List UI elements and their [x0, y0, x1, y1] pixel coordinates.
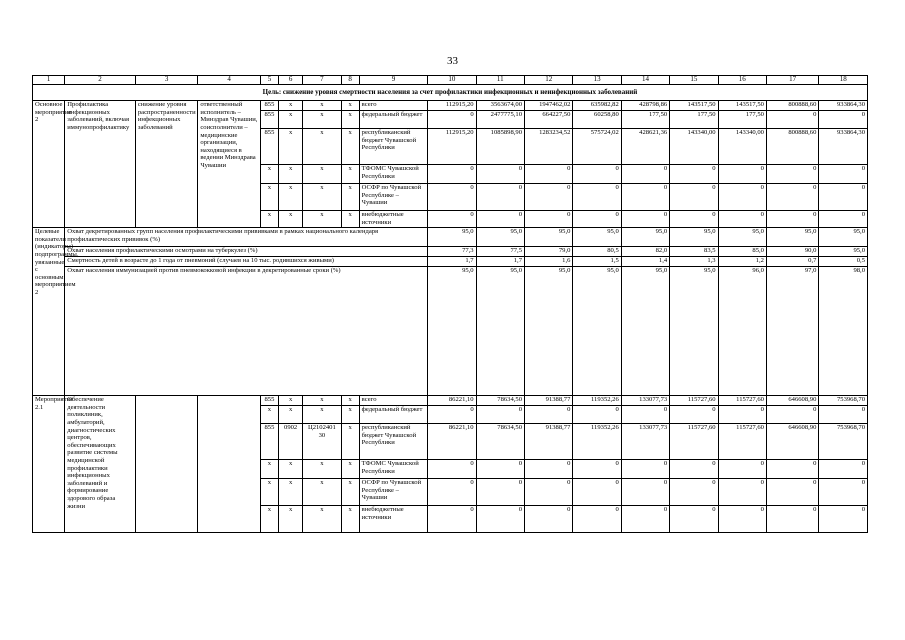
- col-num: 11: [476, 76, 524, 85]
- expense-type-code: x: [341, 129, 359, 165]
- value-cell: 664227,50: [525, 111, 573, 129]
- targets-label: Целевые показатели (индикаторы) подпрограммы, увязанные с основным мероприятием 2: [33, 228, 65, 396]
- value-cell: 0: [476, 460, 524, 479]
- value-cell: 0: [428, 111, 476, 129]
- indicator-text: Охват населения профилактическими осмотрами на туберкулез (%): [65, 247, 428, 257]
- value-cell: 0: [573, 165, 621, 184]
- value-cell: 91388,77: [525, 424, 573, 460]
- value-cell: 646608,90: [766, 396, 818, 406]
- col-num: 12: [525, 76, 573, 85]
- indicator-value: 77,3: [428, 247, 476, 257]
- value-cell: 0: [718, 165, 766, 184]
- value-cell: 0: [573, 184, 621, 211]
- value-cell: 0: [621, 211, 669, 228]
- value-cell: 0: [718, 506, 766, 533]
- indicator-value: 98,0: [819, 267, 868, 396]
- funding-source: республиканский бюджет Чувашской Республики: [359, 129, 428, 165]
- funding-source: всего: [359, 396, 428, 406]
- grbs-code: 855: [260, 129, 278, 165]
- value-cell: 0: [476, 184, 524, 211]
- value-cell: 0: [766, 184, 818, 211]
- section-code: x: [279, 460, 303, 479]
- funding-source: ТФОМС Чувашской Республики: [359, 460, 428, 479]
- expense-type-code: x: [341, 396, 359, 406]
- section-code: x: [279, 211, 303, 228]
- value-cell: 112915,20: [428, 129, 476, 165]
- indicator-value: 1,2: [718, 257, 766, 267]
- value-cell: 78634,50: [476, 396, 524, 406]
- value-cell: 0: [525, 506, 573, 533]
- value-cell: 119352,26: [573, 424, 621, 460]
- value-cell: 0: [766, 211, 818, 228]
- indicator-value: 95,0: [525, 267, 573, 396]
- value-cell: 1283234,52: [525, 129, 573, 165]
- indicator-value: 90,0: [766, 247, 818, 257]
- goal-row: [33, 84, 868, 101]
- block2-row: [33, 396, 868, 406]
- value-cell: 0: [670, 506, 718, 533]
- col-num: 8: [341, 76, 359, 85]
- col-num: 3: [135, 76, 198, 85]
- target-indicator-row: [33, 247, 868, 257]
- value-cell: 753968,70: [819, 396, 868, 406]
- event-label: Мероприятие 2.1: [33, 396, 65, 533]
- funding-source: федеральный бюджет: [359, 111, 428, 129]
- block1-row: [33, 101, 868, 111]
- col-num: 14: [621, 76, 669, 85]
- indicator-value: 1,3: [670, 257, 718, 267]
- value-cell: 0: [476, 506, 524, 533]
- indicator-value: 95,0: [476, 267, 524, 396]
- event-result: [135, 396, 198, 533]
- funding-source: внебюджетные источники: [359, 506, 428, 533]
- value-cell: 800888,60: [766, 129, 818, 165]
- value-cell: 0: [621, 406, 669, 424]
- value-cell: 0: [525, 479, 573, 506]
- indicator-value: 83,5: [670, 247, 718, 257]
- value-cell: 2477775,10: [476, 111, 524, 129]
- value-cell: 0: [525, 211, 573, 228]
- indicator-value: 95,0: [573, 267, 621, 396]
- funding-source: ТФОМС Чувашской Республики: [359, 165, 428, 184]
- event-name: Профилактика инфекционных заболеваний, включая иммунопрофилактику: [65, 101, 136, 228]
- value-cell: 428621,36: [621, 129, 669, 165]
- indicator-value: 95,0: [621, 228, 669, 247]
- expense-type-code: x: [341, 424, 359, 460]
- target-article-code: x: [303, 506, 341, 533]
- value-cell: 0: [573, 506, 621, 533]
- col-num: 6: [279, 76, 303, 85]
- target-article-code: x: [303, 211, 341, 228]
- col-num: 10: [428, 76, 476, 85]
- indicator-value: 85,0: [718, 247, 766, 257]
- expense-type-code: x: [341, 406, 359, 424]
- target-article-code: x: [303, 165, 341, 184]
- value-cell: 0: [621, 506, 669, 533]
- indicator-value: 95,0: [819, 228, 868, 247]
- value-cell: 0: [428, 460, 476, 479]
- target-article-code: x: [303, 406, 341, 424]
- value-cell: 0: [621, 165, 669, 184]
- col-num: 17: [766, 76, 818, 85]
- value-cell: 0: [573, 211, 621, 228]
- value-cell: 0: [819, 184, 868, 211]
- value-cell: 115727,60: [718, 424, 766, 460]
- funding-source: внебюджетные источники: [359, 211, 428, 228]
- value-cell: 177,50: [670, 111, 718, 129]
- indicator-value: 95,0: [718, 228, 766, 247]
- target-article-code: x: [303, 460, 341, 479]
- indicator-value: 95,0: [819, 247, 868, 257]
- col-num: 9: [359, 76, 428, 85]
- grbs-code: x: [260, 460, 278, 479]
- value-cell: 0: [766, 165, 818, 184]
- expense-type-code: x: [341, 211, 359, 228]
- event-executor: [198, 396, 261, 533]
- section-code: x: [279, 396, 303, 406]
- value-cell: 91388,77: [525, 396, 573, 406]
- grbs-code: x: [260, 211, 278, 228]
- value-cell: 0: [476, 406, 524, 424]
- expense-type-code: x: [341, 506, 359, 533]
- column-numbers-row: [33, 76, 868, 85]
- table-body: [33, 76, 868, 533]
- indicator-value: 95,0: [621, 267, 669, 396]
- col-num: 4: [198, 76, 261, 85]
- grbs-code: x: [260, 479, 278, 506]
- value-cell: 1085898,90: [476, 129, 524, 165]
- indicator-text: Охват населения иммунизацией против пневмококковой инфекции в декретированные сроки (%): [65, 267, 428, 396]
- value-cell: 143517,50: [718, 101, 766, 111]
- indicator-value: 1,6: [525, 257, 573, 267]
- indicator-value: 82,0: [621, 247, 669, 257]
- value-cell: 0: [621, 184, 669, 211]
- indicator-value: 96,0: [718, 267, 766, 396]
- value-cell: 0: [819, 211, 868, 228]
- target-article-code: x: [303, 184, 341, 211]
- target-indicator-row: [33, 267, 868, 396]
- grbs-code: 855: [260, 111, 278, 129]
- value-cell: 0: [766, 460, 818, 479]
- col-num: 16: [718, 76, 766, 85]
- value-cell: 0: [476, 211, 524, 228]
- indicator-value: 95,0: [428, 267, 476, 396]
- col-num: 18: [819, 76, 868, 85]
- indicator-value: 0,5: [819, 257, 868, 267]
- indicator-value: 80,5: [573, 247, 621, 257]
- indicator-value: 95,0: [573, 228, 621, 247]
- goal-text: Цель: снижение уровня смертности населения за счет профилактики инфекционных и неинфекционных заболеваний: [33, 84, 868, 101]
- value-cell: 428798,86: [621, 101, 669, 111]
- expense-type-code: x: [341, 184, 359, 211]
- target-article-code: x: [303, 111, 341, 129]
- value-cell: 0: [670, 165, 718, 184]
- section-code: x: [279, 506, 303, 533]
- grbs-code: 855: [260, 396, 278, 406]
- value-cell: 0: [819, 406, 868, 424]
- value-cell: 0: [428, 165, 476, 184]
- section-code: x: [279, 184, 303, 211]
- indicator-text: Смертность детей в возрасте до 1 года от пневмоний (случаев на 10 тыс. родившихся живыми): [65, 257, 428, 267]
- target-indicator-row: [33, 257, 868, 267]
- value-cell: 933864,30: [819, 129, 868, 165]
- value-cell: 133077,73: [621, 396, 669, 406]
- grbs-code: x: [260, 506, 278, 533]
- value-cell: 133077,73: [621, 424, 669, 460]
- col-num: 13: [573, 76, 621, 85]
- value-cell: 0: [718, 211, 766, 228]
- target-indicator-row: [33, 228, 868, 247]
- value-cell: 60258,80: [573, 111, 621, 129]
- section-code: x: [279, 101, 303, 111]
- value-cell: 0: [428, 479, 476, 506]
- col-num: 1: [33, 76, 65, 85]
- indicator-value: 95,0: [670, 267, 718, 396]
- col-num: 7: [303, 76, 341, 85]
- funding-source: республиканский бюджет Чувашской Республики: [359, 424, 428, 460]
- value-cell: 0: [428, 406, 476, 424]
- target-article-code: x: [303, 396, 341, 406]
- col-num: 5: [260, 76, 278, 85]
- value-cell: 0: [766, 406, 818, 424]
- value-cell: 0: [718, 406, 766, 424]
- value-cell: 933864,30: [819, 101, 868, 111]
- target-article-code: x: [303, 479, 341, 506]
- indicator-value: 97,0: [766, 267, 818, 396]
- value-cell: 0: [718, 184, 766, 211]
- indicator-value: 0,7: [766, 257, 818, 267]
- value-cell: 0: [428, 184, 476, 211]
- indicator-value: 95,0: [428, 228, 476, 247]
- col-num: 15: [670, 76, 718, 85]
- value-cell: 0: [573, 479, 621, 506]
- indicator-value: 1,7: [476, 257, 524, 267]
- value-cell: 0: [525, 406, 573, 424]
- section-code: x: [279, 406, 303, 424]
- event-executor: ответственный исполнитель – Минздрав Чувашии, соисполнители – медицинские организации, находящиеся в ведении Минздрава Чувашии: [198, 101, 261, 228]
- target-article-code: x: [303, 129, 341, 165]
- indicator-value: 95,0: [525, 228, 573, 247]
- expense-type-code: x: [341, 479, 359, 506]
- funding-source: федеральный бюджет: [359, 406, 428, 424]
- value-cell: 575724,02: [573, 129, 621, 165]
- value-cell: 3563674,00: [476, 101, 524, 111]
- value-cell: 0: [670, 406, 718, 424]
- section-code: x: [279, 479, 303, 506]
- value-cell: 0: [819, 479, 868, 506]
- event-label: Основное мероприятие 2: [33, 101, 65, 228]
- value-cell: 0: [819, 111, 868, 129]
- value-cell: 0: [718, 460, 766, 479]
- grbs-code: 855: [260, 424, 278, 460]
- target-article-code: x: [303, 101, 341, 111]
- section-code: x: [279, 129, 303, 165]
- indicator-value: 1,5: [573, 257, 621, 267]
- value-cell: 86221,10: [428, 424, 476, 460]
- value-cell: 0: [525, 460, 573, 479]
- expense-type-code: x: [341, 111, 359, 129]
- value-cell: 177,50: [718, 111, 766, 129]
- expense-type-code: x: [341, 101, 359, 111]
- funding-source: всего: [359, 101, 428, 111]
- value-cell: 86221,10: [428, 396, 476, 406]
- value-cell: 143340,00: [670, 129, 718, 165]
- value-cell: 635982,82: [573, 101, 621, 111]
- value-cell: 646608,90: [766, 424, 818, 460]
- value-cell: 119352,26: [573, 396, 621, 406]
- indicator-value: 1,4: [621, 257, 669, 267]
- value-cell: 115727,60: [670, 396, 718, 406]
- value-cell: 0: [819, 506, 868, 533]
- value-cell: 0: [476, 165, 524, 184]
- indicator-value: 95,0: [766, 228, 818, 247]
- funding-source: ОСФР по Чувашской Республике – Чувашии: [359, 184, 428, 211]
- event-result: снижение уровня распространенности инфекционных заболеваний: [135, 101, 198, 228]
- grbs-code: 855: [260, 101, 278, 111]
- section-code: x: [279, 165, 303, 184]
- value-cell: 0: [766, 111, 818, 129]
- value-cell: 800888,60: [766, 101, 818, 111]
- col-num: 2: [65, 76, 136, 85]
- section-code: x: [279, 111, 303, 129]
- value-cell: 177,50: [621, 111, 669, 129]
- value-cell: 0: [766, 506, 818, 533]
- expense-type-code: x: [341, 460, 359, 479]
- value-cell: 115727,60: [670, 424, 718, 460]
- value-cell: 0: [428, 211, 476, 228]
- value-cell: 0: [718, 479, 766, 506]
- value-cell: 0: [621, 460, 669, 479]
- value-cell: 0: [525, 165, 573, 184]
- value-cell: 143340,00: [718, 129, 766, 165]
- value-cell: 112915,20: [428, 101, 476, 111]
- funding-source: ОСФР по Чувашской Республике – Чувашии: [359, 479, 428, 506]
- indicator-value: 79,0: [525, 247, 573, 257]
- value-cell: 0: [428, 506, 476, 533]
- value-cell: 753968,70: [819, 424, 868, 460]
- grbs-code: x: [260, 184, 278, 211]
- grbs-code: x: [260, 406, 278, 424]
- event-name: Обеспечение деятельности поликлиник, амбулаторий, диагностических центров, обеспечивающих развитие системы медицинской профилактики инфекционных заболеваний и формирование здорового образа жизни: [65, 396, 136, 533]
- value-cell: 0: [670, 211, 718, 228]
- value-cell: 1947462,02: [525, 101, 573, 111]
- indicator-value: 77,5: [476, 247, 524, 257]
- value-cell: 0: [621, 479, 669, 506]
- indicator-text: Охват декретированных групп населения профилактическими прививками в рамках национального календаря профилактических прививок (%): [65, 228, 428, 247]
- value-cell: 0: [573, 460, 621, 479]
- indicator-value: 95,0: [476, 228, 524, 247]
- value-cell: 0: [819, 460, 868, 479]
- value-cell: 0: [525, 184, 573, 211]
- value-cell: 0: [766, 479, 818, 506]
- value-cell: 0: [670, 460, 718, 479]
- value-cell: 0: [670, 479, 718, 506]
- value-cell: 0: [819, 165, 868, 184]
- value-cell: 143517,50: [670, 101, 718, 111]
- program-table: [32, 75, 868, 533]
- expense-type-code: x: [341, 165, 359, 184]
- value-cell: 0: [476, 479, 524, 506]
- value-cell: 0: [573, 406, 621, 424]
- value-cell: 0: [670, 184, 718, 211]
- section-code: 0902: [279, 424, 303, 460]
- target-article-code: Ц2102401 30: [303, 424, 341, 460]
- page-number: 33: [447, 55, 458, 67]
- value-cell: 78634,50: [476, 424, 524, 460]
- indicator-value: 95,0: [670, 228, 718, 247]
- grbs-code: x: [260, 165, 278, 184]
- indicator-value: 1,7: [428, 257, 476, 267]
- value-cell: 115727,60: [718, 396, 766, 406]
